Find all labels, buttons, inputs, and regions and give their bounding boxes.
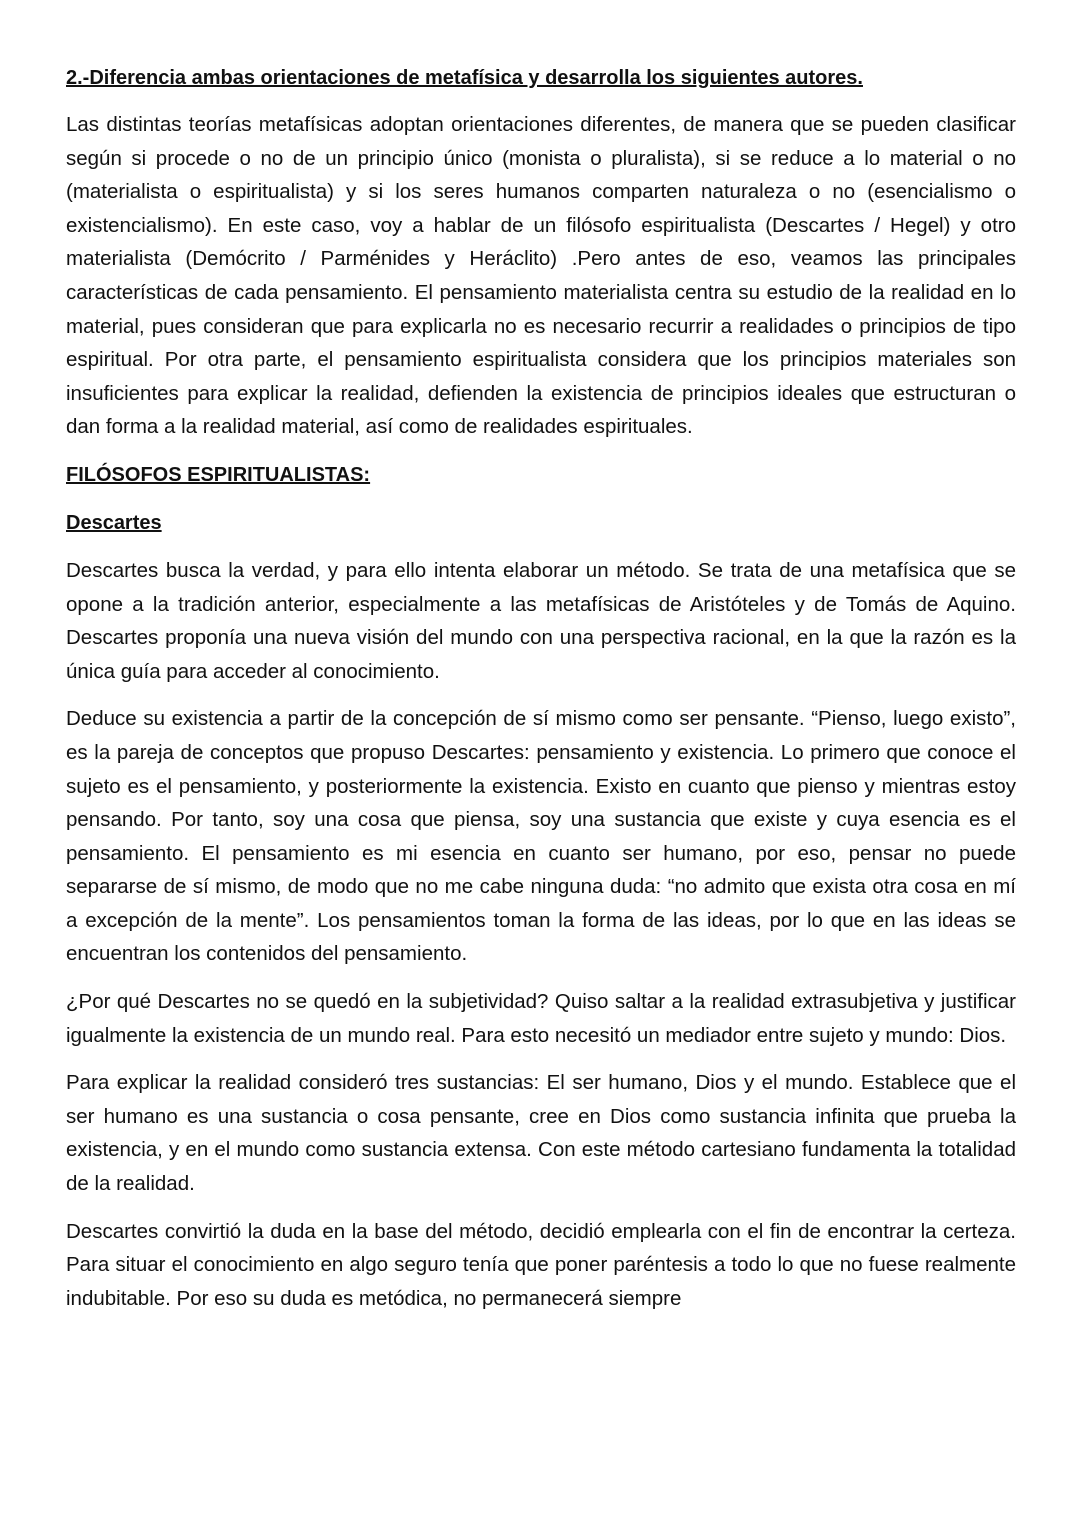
question-title: 2.-Diferencia ambas orientaciones de metafísica y desarrolla los siguientes autores. — [66, 67, 863, 89]
body-paragraph: Deduce su existencia a partir de la concepción de sí mismo como ser pensante. “Pienso, luego existo”, es la pareja de conceptos que propuso Descartes: pensamiento y existencia. Lo primero que conoce el sujeto es el pensamiento, y posteriormente la existencia. Existo en cuanto que pienso y mientras estoy pensando. Por tanto, soy una cosa que piensa, soy una sustancia que existe y cuya esencia es el pensamiento. El pensamiento es mi esencia en cuanto ser humano, por eso, pensar no puede separarse de sí mismo, de modo que no me cabe ninguna duda: “no admito que exista otra cosa en mí a excepción de la mente”. Los pensamientos toman la forma de las ideas, por lo que en las ideas se encuentran los contenidos del pensamiento. — [66, 707, 1016, 966]
body-paragraph: Descartes convirtió la duda en la base del método, decidió emplearla con el fin de encontrar la certeza. Para situar el conocimiento en algo seguro tenía que poner paréntesis a todo lo que no fuese realmente indubitable. Por eso su duda es metódica, no permanecerá siempre — [66, 1219, 1016, 1310]
subsection-heading: Descartes — [66, 511, 162, 534]
intro-paragraph: Las distintas teorías metafísicas adoptan orientaciones diferentes, de manera que se pueden clasificar según si procede o no de un principio único (monista o pluralista), si se reduce a lo material o no (materialista o espiritualista) y si los seres humanos comparten naturaleza o no (esencialismo o existencialismo). En este caso, voy a hablar de un filósofo espiritualista (Descartes / Hegel) y otro materialista (Demócrito / Parménides y Heráclito) .Pero antes de eso, veamos las principales características de cada pensamiento. El pensamiento materialista centra su estudio de la realidad en lo material, pues consideran que para explicarla no es necesario recurrir a realidades o principios de tipo espiritual. Por otra parte, el pensamiento espiritualista considera que los principios materiales son insuficientes para explicar la realidad, defienden la existencia de principios ideales que estructuran o dan forma a la realidad material, así como de realidades espirituales. — [66, 113, 1016, 439]
body-paragraph: Descartes busca la verdad, y para ello intenta elaborar un método. Se trata de una metafísica que se opone a la tradición anterior, especialmente a las metafísicas de Aristóteles y de Tomás de Aquino. Descartes proponía una nueva visión del mundo con una perspectiva racional, en la que la razón es la única guía para acceder al conocimiento. — [66, 558, 1016, 683]
body-paragraph: ¿Por qué Descartes no se quedó en la subjetividad? Quiso saltar a la realidad extrasubjetiva y justificar igualmente la existencia de un mundo real. Para esto necesitó un mediador entre sujeto y mundo: Dios. — [66, 990, 1016, 1047]
section-heading: FILÓSOFOS ESPIRITUALISTAS: — [66, 463, 371, 486]
body-paragraph: Para explicar la realidad consideró tres sustancias: El ser humano, Dios y el mundo. Establece que el ser humano es una sustancia o cosa pensante, cree en Dios como sustancia infinita que prueba la existencia, y en el mundo como sustancia extensa. Con este método cartesiano fundamenta la totalidad de la realidad. — [66, 1071, 1016, 1196]
